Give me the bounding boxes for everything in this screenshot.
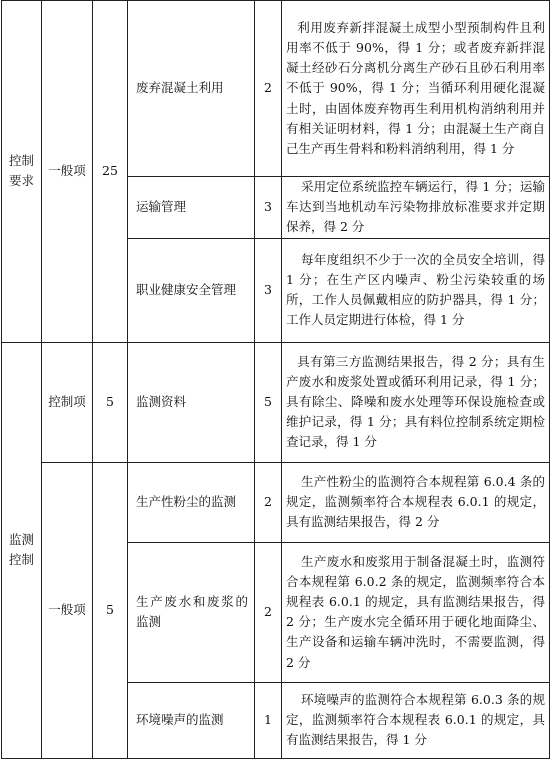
item-cell: 生产性粉尘的监测 <box>128 462 255 542</box>
score-cell: 2 <box>255 462 282 542</box>
section-cell: 监测控制 <box>2 342 42 758</box>
type-cell: 一般项 <box>42 462 93 758</box>
table-row <box>2 1 550 177</box>
points-cell: 25 <box>93 1 128 343</box>
item-cell: 生产废水和废浆的监测 <box>128 542 255 682</box>
description-cell: 生产性粉尘的监测符合本规程第 6.0.4 条的规定，监测频率符合本规程表 6.0.1 的规定，具有监测结果报告，得 2 分 <box>282 462 550 542</box>
evaluation-table <box>1 0 550 759</box>
score-cell: 2 <box>255 542 282 682</box>
score-cell: 1 <box>255 682 282 758</box>
item-cell: 职业健康安全管理 <box>128 238 255 342</box>
section-cell: 控制要求 <box>2 1 42 343</box>
type-cell: 一般项 <box>42 1 93 343</box>
description-cell: 生产废水和废浆用于制备混凝土时，监测符合本规程第 6.0.2 条的规定，监测频率符合本规程表 6.0.1 的规定，具有监测结果报告，得 2 分；生产废水完全循环用于硬化地面降尘、生产设备和运输车辆冲洗时，不需要监测，得 2 分 <box>282 542 550 682</box>
score-cell: 5 <box>255 342 282 462</box>
item-cell: 废弃混凝土利用 <box>128 1 255 177</box>
table-row <box>2 342 550 462</box>
description-cell: 具有第三方监测结果报告，得 2 分；具有生产废水和废浆处置或循环利用记录，得 1 分；具有除尘、降噪和废水处理等环保设施检查或维护记录，得 1 分；具有料位控制系统定期检查记录，得 1 分 <box>282 342 550 462</box>
score-cell: 3 <box>255 238 282 342</box>
item-cell: 环境噪声的监测 <box>128 682 255 758</box>
description-cell: 采用定位系统监控车辆运行，得 1 分；运输车达到当地机动车污染物排放标准要求并定期保养，得 2 分 <box>282 177 550 239</box>
item-cell: 监测资料 <box>128 342 255 462</box>
points-cell: 5 <box>93 462 128 758</box>
score-cell: 3 <box>255 177 282 239</box>
description-cell: 环境噪声的监测符合本规程第 6.0.3 条的规定，监测频率符合本规程表 6.0.1 的规定，具有监测结果报告，得 1 分 <box>282 682 550 758</box>
description-cell: 每年度组织不少于一次的全员安全培训，得 1 分；在生产区内噪声、粉尘污染较重的场所，工作人员佩戴相应的防护器具，得 1 分；工作人员定期进行体检，得 1 分 <box>282 238 550 342</box>
item-cell: 运输管理 <box>128 177 255 239</box>
type-cell: 控制项 <box>42 342 93 462</box>
points-cell: 5 <box>93 342 128 462</box>
score-cell: 2 <box>255 1 282 177</box>
description-cell: 利用废弃新拌混凝土成型小型预制构件且利用率不低于 90%，得 1 分；或者废弃新拌混凝土经砂石分离机分离生产砂石且砂石利用率不低于 90%，得 1 分；当循环利用硬化混凝土时，由固体废弃物再生利用机构消纳利用并有相关证明材料，得 1 分；由混凝土生产商自己生产再生骨料和粉料消纳利用，得 1 分 <box>282 1 550 177</box>
table-row <box>2 462 550 542</box>
